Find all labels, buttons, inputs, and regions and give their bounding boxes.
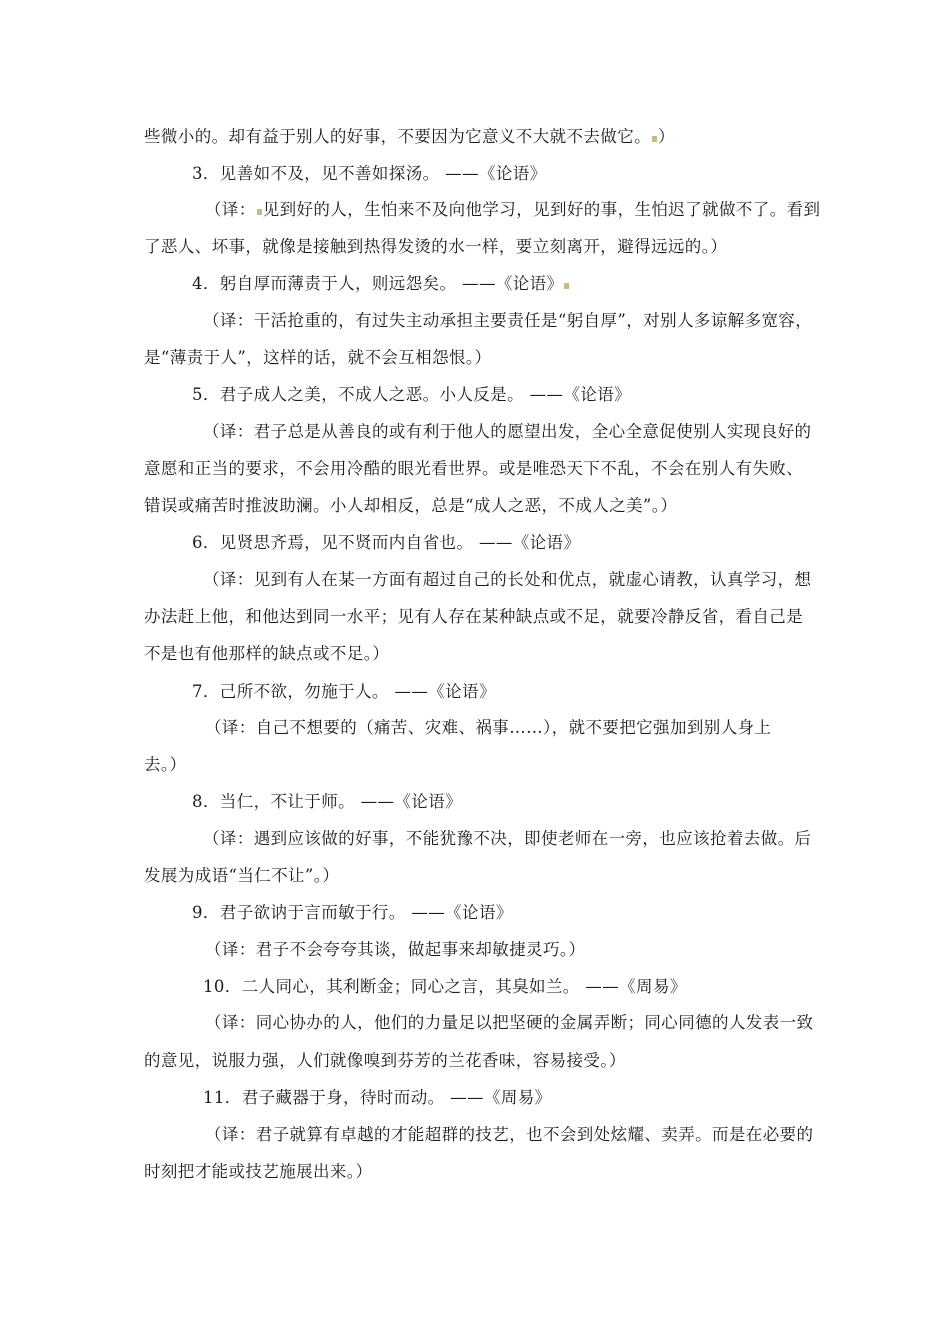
text-line bbox=[192, 532, 580, 554]
text-line bbox=[144, 606, 803, 628]
text-line bbox=[144, 347, 491, 369]
text-line bbox=[144, 126, 675, 148]
line-text: 6．见贤思齐焉，见不贤而内自省也。 ——《论语》 bbox=[192, 533, 581, 552]
line-text: 8．当仁，不让于师。 ——《论语》 bbox=[192, 792, 463, 811]
line-prefix: （译： bbox=[205, 200, 256, 219]
line-text: 不是也有他那样的缺点或不足。） bbox=[144, 644, 390, 663]
text-line bbox=[144, 458, 803, 480]
line-text: 4．躬自厚而薄责于人，则远怨矣。 ——《论语》 bbox=[192, 274, 564, 293]
line-text: （译：自己不想要的（痛苦、灾难、祸事……），就不要把它强加到别人身上 bbox=[205, 718, 772, 737]
line-text: 错误或痛苦时推波助澜。小人却相反，总是“成人之恶，不成人之美”。） bbox=[144, 496, 678, 515]
text-line bbox=[144, 495, 677, 517]
text-line bbox=[192, 163, 547, 185]
line-text: 去。） bbox=[144, 755, 187, 774]
line-text: （译：君子不会夸夸其谈，做起事来却敏捷灵巧。） bbox=[205, 940, 586, 959]
line-text: （译：遇到应该做的好事，不能犹豫不决，即使老师在一旁，也应该抢着去做。后 bbox=[203, 829, 812, 848]
highlight-mark bbox=[652, 136, 657, 142]
line-text: 意愿和正当的要求，不会用冷酷的眼光看世界。或是唯恐天下不乱，不会在别人有失败、 bbox=[144, 459, 804, 478]
line-text: 10．二人同心，其利断金；同心之言，其臭如兰。 ——《周易》 bbox=[203, 977, 687, 996]
line-text: 的意见，说服力强，人们就像嗅到芬芳的兰花香味，容易接受。） bbox=[144, 1051, 626, 1070]
line-text: （译：君子就算有卓越的才能超群的技艺，也不会到处炫耀、卖弄。而是在必要的 bbox=[205, 1125, 814, 1144]
text-line bbox=[205, 1012, 813, 1034]
line-text: 7．己所不欲，勿施于人。 ——《论语》 bbox=[192, 682, 496, 701]
text-line bbox=[192, 902, 513, 924]
highlight-mark bbox=[564, 283, 569, 289]
text-line bbox=[203, 828, 811, 850]
line-text: 了恶人、坏事，就像是接触到热得发烫的水一样，要立刻离开，避得远远的。） bbox=[144, 237, 728, 256]
line-text: （译：见到有人在某一方面有超过自己的长处和优点，就虚心请教，认真学习，想 bbox=[203, 570, 812, 589]
text-line bbox=[144, 643, 389, 665]
line-text: 3．见善如不及，见不善如探汤。 ——《论语》 bbox=[192, 164, 547, 183]
line-text: 见到好的人，生怕来不及向他学习，见到好的事，生怕迟了就做不了。看到 bbox=[262, 200, 821, 219]
line-text: （译：君子总是从善良的或有利于他人的愿望出发，全心全意促使别人实现良好的 bbox=[203, 422, 812, 441]
line-text: 办法赶上他，和他达到同一水平；见有人存在某种缺点或不足，就要冷静反省，看自己是 bbox=[144, 607, 804, 626]
line-text: 些微小的。却有益于别人的好事，不要因为它意义不大就不去做它。 bbox=[144, 127, 651, 146]
text-line bbox=[203, 421, 811, 443]
line-text: （译：干活抢重的，有过失主动承担主要责任是“躬自厚”，对别人多谅解多宽容， bbox=[203, 311, 813, 330]
text-line bbox=[144, 1161, 372, 1183]
text-line bbox=[203, 976, 687, 998]
text-line bbox=[144, 236, 727, 258]
text-line bbox=[192, 384, 631, 406]
text-line bbox=[205, 939, 585, 961]
text-line bbox=[192, 273, 570, 295]
line-text: 5．君子成人之美，不成人之恶。小人反是。 ——《论语》 bbox=[192, 385, 632, 404]
line-text: 11．君子藏器于身，待时而动。 ——《周易》 bbox=[203, 1088, 552, 1107]
text-line bbox=[203, 569, 811, 591]
text-line bbox=[205, 199, 820, 221]
text-line bbox=[144, 1050, 626, 1072]
text-line bbox=[203, 310, 812, 332]
line-suffix: ） bbox=[658, 127, 675, 146]
line-text: 发展为成语“当仁不让”。） bbox=[144, 866, 340, 885]
line-text: 是“薄责于人”，这样的话，就不会互相怨恨。） bbox=[144, 348, 492, 367]
text-line bbox=[144, 754, 186, 776]
text-line bbox=[192, 681, 496, 703]
text-line bbox=[144, 865, 339, 887]
text-line bbox=[203, 1087, 552, 1109]
line-text: 9．君子欲讷于言而敏于行。 ——《论语》 bbox=[192, 903, 513, 922]
line-text: 时刻把才能或技艺施展出来。） bbox=[144, 1162, 373, 1181]
text-line bbox=[205, 717, 771, 739]
line-text: （译：同心协办的人，他们的力量足以把坚硬的金属弄断；同心同德的人发表一致 bbox=[205, 1013, 814, 1032]
text-line bbox=[205, 1124, 813, 1146]
highlight-mark bbox=[257, 209, 262, 215]
text-line bbox=[192, 791, 462, 813]
